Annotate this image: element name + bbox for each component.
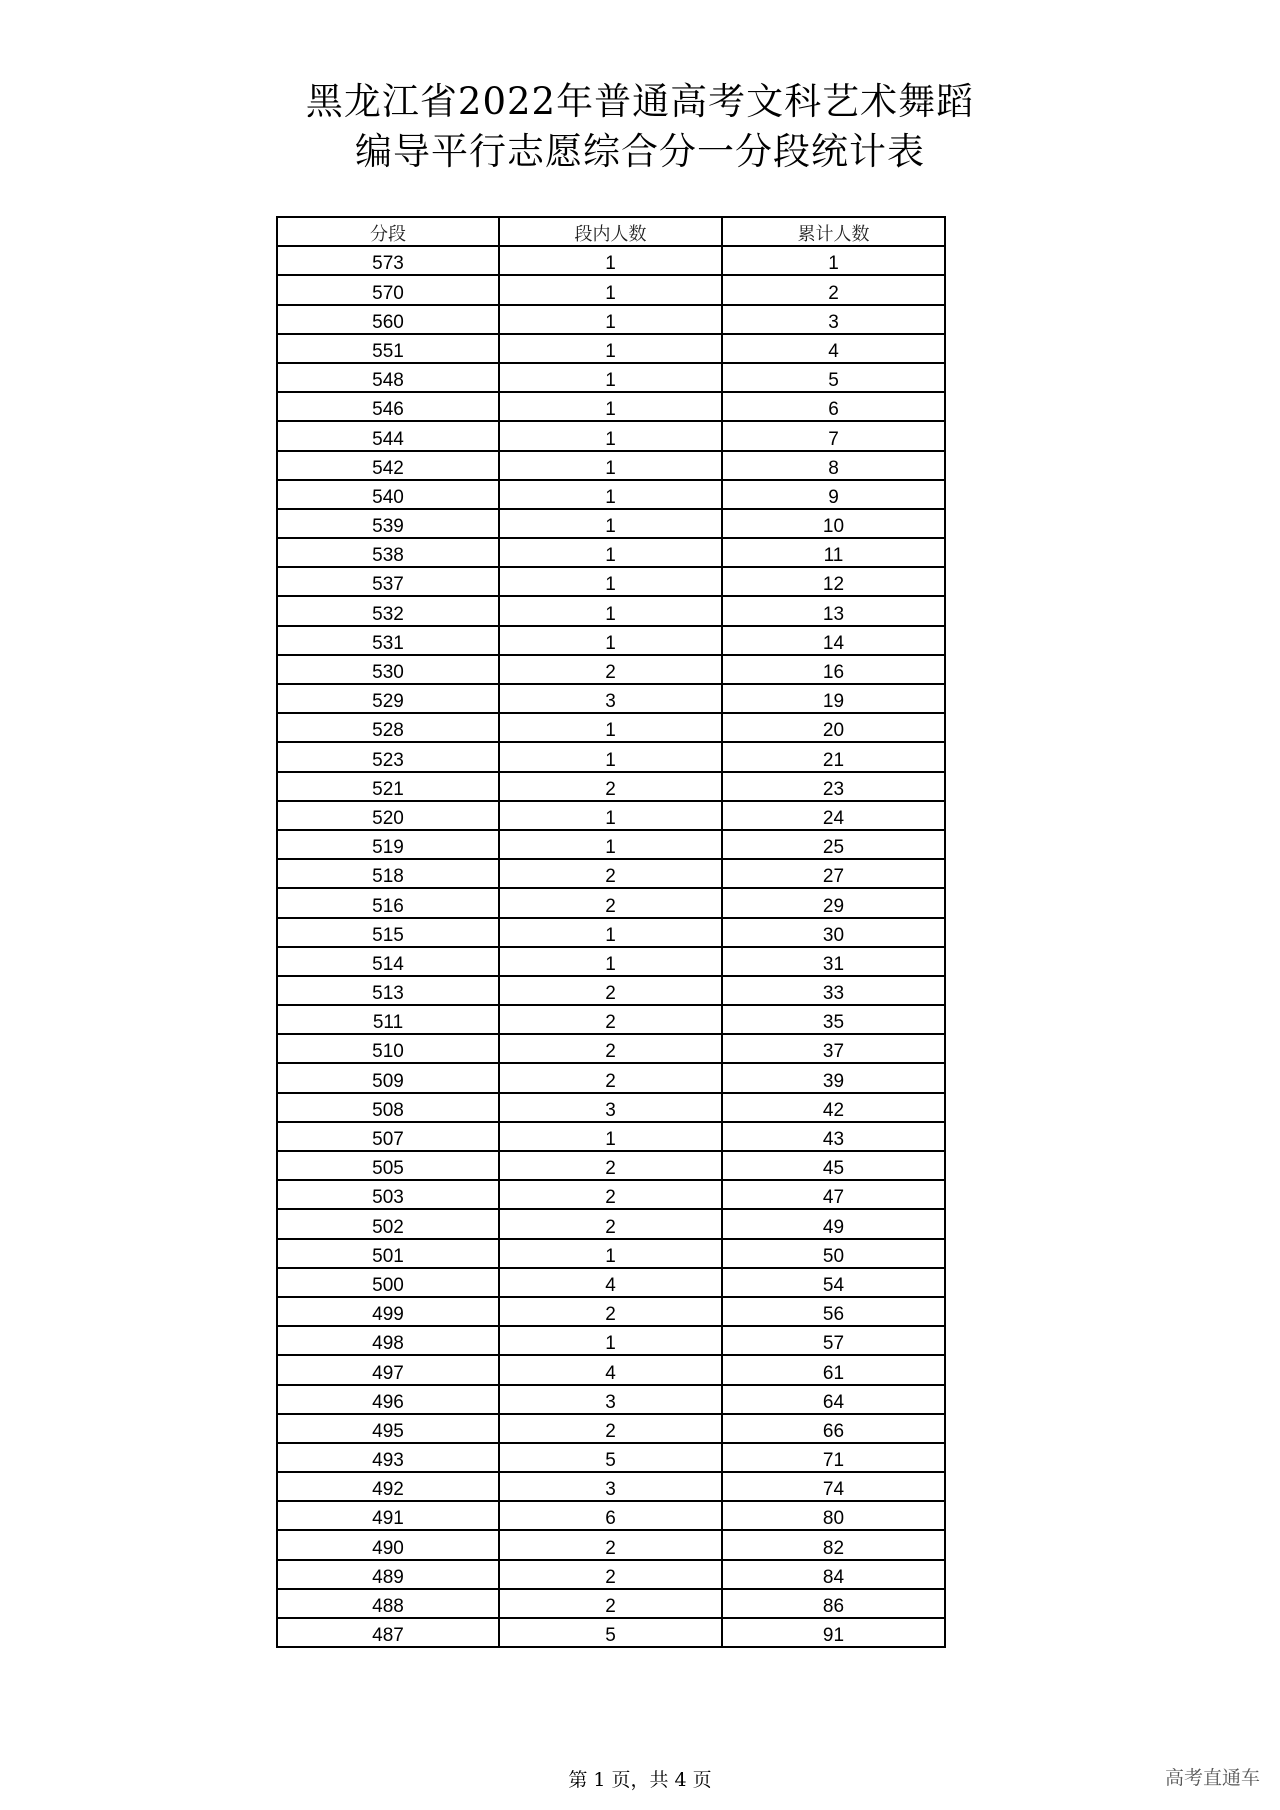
cell-count: 2 xyxy=(499,976,722,1005)
cell-cumulative: 9 xyxy=(722,480,945,509)
header-score-segment: 分段 xyxy=(277,217,499,246)
cell-score: 573 xyxy=(277,246,499,275)
cell-cumulative: 71 xyxy=(722,1443,945,1472)
table-row xyxy=(277,567,945,596)
cell-count: 4 xyxy=(499,1268,722,1297)
cell-cumulative: 13 xyxy=(722,596,945,625)
table-row xyxy=(277,1414,945,1443)
table-row xyxy=(277,1239,945,1268)
table-row xyxy=(277,655,945,684)
table-row xyxy=(277,1501,945,1530)
cell-count: 1 xyxy=(499,1239,722,1268)
cell-count: 1 xyxy=(499,334,722,363)
cell-count: 2 xyxy=(499,1297,722,1326)
cell-cumulative: 14 xyxy=(722,626,945,655)
cell-score: 503 xyxy=(277,1180,499,1209)
page-number: 第 1 页，共 4 页 xyxy=(568,1769,712,1791)
table-row xyxy=(277,1618,945,1647)
header-cumulative-count: 累计人数 xyxy=(722,217,945,246)
table-row xyxy=(277,246,945,275)
table-row xyxy=(277,1355,945,1384)
cell-count: 1 xyxy=(499,305,722,334)
cell-cumulative: 4 xyxy=(722,334,945,363)
cell-score: 510 xyxy=(277,1034,499,1063)
cell-cumulative: 27 xyxy=(722,859,945,888)
cell-cumulative: 8 xyxy=(722,451,945,480)
cell-score: 496 xyxy=(277,1385,499,1414)
table-row xyxy=(277,1151,945,1180)
score-distribution-table xyxy=(276,216,946,1648)
cell-count: 5 xyxy=(499,1618,722,1647)
cell-cumulative: 1 xyxy=(722,246,945,275)
header-count-in-segment: 段内人数 xyxy=(499,217,722,246)
cell-count: 2 xyxy=(499,1005,722,1034)
cell-cumulative: 49 xyxy=(722,1209,945,1238)
cell-count: 1 xyxy=(499,947,722,976)
cell-count: 3 xyxy=(499,1385,722,1414)
cell-cumulative: 47 xyxy=(722,1180,945,1209)
cell-cumulative: 50 xyxy=(722,1239,945,1268)
cell-count: 3 xyxy=(499,684,722,713)
table-row xyxy=(277,918,945,947)
cell-cumulative: 6 xyxy=(722,392,945,421)
cell-count: 2 xyxy=(499,888,722,917)
cell-score: 490 xyxy=(277,1530,499,1559)
cell-cumulative: 21 xyxy=(722,742,945,771)
table-row xyxy=(277,1093,945,1122)
cell-score: 513 xyxy=(277,976,499,1005)
table-row xyxy=(277,480,945,509)
cell-cumulative: 23 xyxy=(722,772,945,801)
cell-count: 1 xyxy=(499,626,722,655)
cell-count: 3 xyxy=(499,1472,722,1501)
cell-count: 2 xyxy=(499,1034,722,1063)
cell-count: 6 xyxy=(499,1501,722,1530)
cell-count: 1 xyxy=(499,596,722,625)
cell-count: 1 xyxy=(499,509,722,538)
cell-score: 519 xyxy=(277,830,499,859)
table-row xyxy=(277,772,945,801)
cell-score: 514 xyxy=(277,947,499,976)
cell-count: 2 xyxy=(499,1063,722,1092)
table-row xyxy=(277,859,945,888)
cell-score: 546 xyxy=(277,392,499,421)
cell-score: 544 xyxy=(277,421,499,450)
table-row xyxy=(277,713,945,742)
table-row xyxy=(277,1209,945,1238)
cell-cumulative: 31 xyxy=(722,947,945,976)
cell-cumulative: 5 xyxy=(722,363,945,392)
cell-count: 1 xyxy=(499,480,722,509)
cell-cumulative: 11 xyxy=(722,538,945,567)
cell-cumulative: 91 xyxy=(722,1618,945,1647)
cell-count: 1 xyxy=(499,275,722,304)
table-row xyxy=(277,947,945,976)
cell-cumulative: 39 xyxy=(722,1063,945,1092)
table-row xyxy=(277,1297,945,1326)
cell-count: 2 xyxy=(499,1530,722,1559)
cell-score: 540 xyxy=(277,480,499,509)
cell-score: 507 xyxy=(277,1122,499,1151)
cell-score: 511 xyxy=(277,1005,499,1034)
table-row xyxy=(277,801,945,830)
cell-score: 521 xyxy=(277,772,499,801)
cell-cumulative: 20 xyxy=(722,713,945,742)
cell-score: 487 xyxy=(277,1618,499,1647)
cell-count: 2 xyxy=(499,1560,722,1589)
table-row xyxy=(277,1443,945,1472)
cell-score: 551 xyxy=(277,334,499,363)
cell-score: 516 xyxy=(277,888,499,917)
cell-count: 1 xyxy=(499,1122,722,1151)
cell-score: 548 xyxy=(277,363,499,392)
cell-count: 2 xyxy=(499,1151,722,1180)
table-row xyxy=(277,1005,945,1034)
cell-count: 1 xyxy=(499,421,722,450)
cell-count: 2 xyxy=(499,772,722,801)
cell-score: 537 xyxy=(277,567,499,596)
cell-count: 3 xyxy=(499,1093,722,1122)
cell-score: 500 xyxy=(277,1268,499,1297)
cell-count: 1 xyxy=(499,1326,722,1355)
cell-cumulative: 33 xyxy=(722,976,945,1005)
cell-cumulative: 2 xyxy=(722,275,945,304)
cell-cumulative: 7 xyxy=(722,421,945,450)
cell-score: 560 xyxy=(277,305,499,334)
cell-score: 495 xyxy=(277,1414,499,1443)
cell-count: 1 xyxy=(499,830,722,859)
table-row xyxy=(277,626,945,655)
cell-count: 2 xyxy=(499,1414,722,1443)
table-row xyxy=(277,363,945,392)
table-row xyxy=(277,1530,945,1559)
table-row xyxy=(277,1034,945,1063)
table-row xyxy=(277,334,945,363)
table-row xyxy=(277,451,945,480)
cell-count: 1 xyxy=(499,246,722,275)
cell-score: 498 xyxy=(277,1326,499,1355)
cell-cumulative: 25 xyxy=(722,830,945,859)
cell-count: 1 xyxy=(499,363,722,392)
cell-cumulative: 45 xyxy=(722,1151,945,1180)
table-row xyxy=(277,538,945,567)
cell-cumulative: 29 xyxy=(722,888,945,917)
cell-count: 1 xyxy=(499,392,722,421)
cell-score: 499 xyxy=(277,1297,499,1326)
cell-cumulative: 86 xyxy=(722,1589,945,1618)
cell-score: 505 xyxy=(277,1151,499,1180)
table-row xyxy=(277,1122,945,1151)
cell-score: 515 xyxy=(277,918,499,947)
cell-count: 2 xyxy=(499,1180,722,1209)
cell-score: 529 xyxy=(277,684,499,713)
cell-count: 5 xyxy=(499,1443,722,1472)
watermark-text: 高考直通车 xyxy=(1164,1767,1260,1789)
cell-score: 528 xyxy=(277,713,499,742)
cell-count: 4 xyxy=(499,1355,722,1384)
cell-count: 1 xyxy=(499,742,722,771)
cell-cumulative: 74 xyxy=(722,1472,945,1501)
cell-cumulative: 30 xyxy=(722,918,945,947)
table-row xyxy=(277,742,945,771)
cell-count: 2 xyxy=(499,859,722,888)
table-row xyxy=(277,421,945,450)
cell-count: 1 xyxy=(499,567,722,596)
table-row xyxy=(277,1472,945,1501)
table-row xyxy=(277,1560,945,1589)
table-row xyxy=(277,976,945,1005)
cell-score: 542 xyxy=(277,451,499,480)
table-row xyxy=(277,1180,945,1209)
cell-cumulative: 43 xyxy=(722,1122,945,1151)
table-row xyxy=(277,275,945,304)
cell-cumulative: 66 xyxy=(722,1414,945,1443)
table-row xyxy=(277,684,945,713)
cell-count: 1 xyxy=(499,451,722,480)
cell-count: 1 xyxy=(499,713,722,742)
cell-score: 491 xyxy=(277,1501,499,1530)
cell-score: 532 xyxy=(277,596,499,625)
table-row xyxy=(277,1385,945,1414)
cell-score: 492 xyxy=(277,1472,499,1501)
document-title-line1: 黑龙江省2022年普通高考文科艺术舞蹈 xyxy=(305,80,975,123)
cell-score: 518 xyxy=(277,859,499,888)
cell-score: 508 xyxy=(277,1093,499,1122)
cell-cumulative: 37 xyxy=(722,1034,945,1063)
cell-score: 523 xyxy=(277,742,499,771)
cell-cumulative: 3 xyxy=(722,305,945,334)
cell-score: 493 xyxy=(277,1443,499,1472)
cell-cumulative: 56 xyxy=(722,1297,945,1326)
table-row xyxy=(277,596,945,625)
table-row xyxy=(277,1589,945,1618)
cell-score: 488 xyxy=(277,1589,499,1618)
table-row xyxy=(277,830,945,859)
table-row xyxy=(277,1326,945,1355)
document-title-line2: 编导平行志愿综合分一分段统计表 xyxy=(355,130,925,173)
cell-cumulative: 19 xyxy=(722,684,945,713)
cell-cumulative: 10 xyxy=(722,509,945,538)
cell-count: 2 xyxy=(499,655,722,684)
cell-score: 539 xyxy=(277,509,499,538)
table-row xyxy=(277,1268,945,1297)
table-row xyxy=(277,888,945,917)
cell-count: 1 xyxy=(499,918,722,947)
cell-cumulative: 80 xyxy=(722,1501,945,1530)
cell-cumulative: 54 xyxy=(722,1268,945,1297)
cell-cumulative: 61 xyxy=(722,1355,945,1384)
cell-score: 501 xyxy=(277,1239,499,1268)
table-row xyxy=(277,1063,945,1092)
cell-cumulative: 64 xyxy=(722,1385,945,1414)
cell-score: 530 xyxy=(277,655,499,684)
cell-score: 497 xyxy=(277,1355,499,1384)
table-body xyxy=(277,246,945,1647)
cell-score: 489 xyxy=(277,1560,499,1589)
table-row xyxy=(277,392,945,421)
cell-cumulative: 35 xyxy=(722,1005,945,1034)
cell-cumulative: 84 xyxy=(722,1560,945,1589)
cell-score: 538 xyxy=(277,538,499,567)
cell-count: 2 xyxy=(499,1589,722,1618)
cell-count: 2 xyxy=(499,1209,722,1238)
cell-cumulative: 42 xyxy=(722,1093,945,1122)
cell-cumulative: 82 xyxy=(722,1530,945,1559)
table-row xyxy=(277,509,945,538)
cell-cumulative: 57 xyxy=(722,1326,945,1355)
cell-score: 570 xyxy=(277,275,499,304)
table-header-row xyxy=(277,217,945,246)
cell-score: 520 xyxy=(277,801,499,830)
cell-count: 1 xyxy=(499,801,722,830)
cell-count: 1 xyxy=(499,538,722,567)
cell-score: 502 xyxy=(277,1209,499,1238)
table-row xyxy=(277,305,945,334)
cell-score: 509 xyxy=(277,1063,499,1092)
cell-cumulative: 24 xyxy=(722,801,945,830)
cell-cumulative: 16 xyxy=(722,655,945,684)
cell-score: 531 xyxy=(277,626,499,655)
cell-cumulative: 12 xyxy=(722,567,945,596)
